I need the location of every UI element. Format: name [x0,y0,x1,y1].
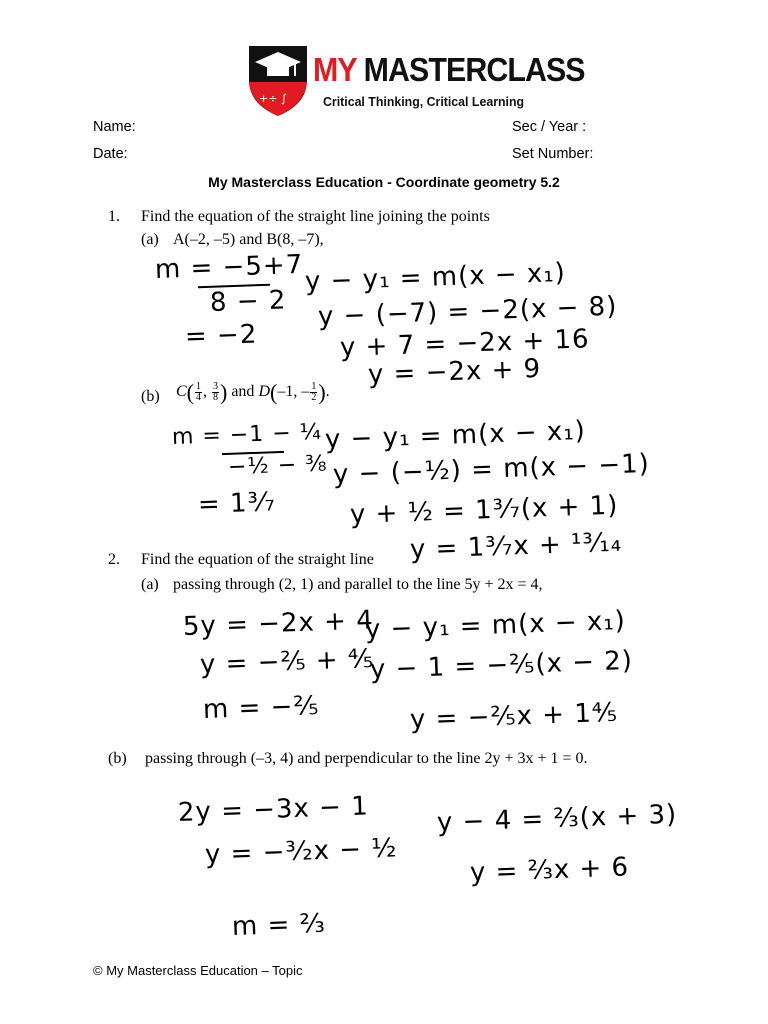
q2a-text: passing through (2, 1) and parallel to the line 5y + 2x = 4, [173,576,543,593]
hw-q2b-l3: m = ⅔ [231,908,327,942]
hw-q1b-eq3: y + ½ = 1³⁄₇(x + 1) [349,490,619,530]
q1b-label: (b) [141,388,160,405]
hw-q2b-l1: 2y = −3x − 1 [177,791,370,828]
q2-number: 2. [108,551,120,568]
shield-logo-icon [245,42,311,118]
name-label: Name: [93,119,136,135]
logo [245,42,585,118]
q1-number: 1. [108,208,120,225]
date-label: Date: [93,146,128,162]
hw-q1b-eq4: y = 1³⁄₇x + ¹³⁄₁₄ [409,527,623,565]
hw-q1a-m-num: m = −5+7 [154,249,304,285]
logo-tagline: Critical Thinking, Critical Learning [323,94,525,109]
hw-q1b-eq1: y − y₁ = m(x − x₁) [324,415,587,455]
q2a-label: (a) [141,576,159,593]
hw-q1b-m-val: = 1³⁄₇ [197,487,277,520]
hw-q1a-m-den: 8 − 2 [209,285,287,318]
hw-q1a-eq1: y − y₁ = m(x − x₁) [304,257,567,297]
hw-q1b-m-den: −½ − ⅜ [227,451,328,480]
hw-q1a-eq4: y = −2x + 9 [367,353,542,390]
q1b-text: C( $\frac{1}{4}$ , $\frac{3}{8}$ ) and D(–1, – $\frac{1}{2}$ ). [176,379,330,405]
hw-q1a-eq3: y + 7 = −2x + 16 [339,324,591,363]
q1a-text: A(–2, –5) and B(8, –7), [173,231,324,248]
q2-prompt: Find the equation of the straight line [141,551,374,568]
hw-q1b-eq2: y − (−½) = m(x − −1) [332,448,651,490]
hw-q2a-l3: m = −⅖ [202,690,321,725]
set-number-label: Set Number: [512,146,594,162]
q2b-text: passing through (–3, 4) and perpendicular to the line 2y + 3x + 1 = 0. [145,750,588,767]
hw-q2b-l2: y = −³⁄₂x − ½ [204,833,398,870]
worksheet-title: My Masterclass Education - Coordinate geometry 5.2 [208,174,560,190]
hw-q2a-l2: y = −⅖ + ⅘ [199,643,375,680]
hw-q2a-r3: y = −⅖x + 1⅘ [409,697,619,735]
hw-q2b-r1: y − 4 = ⅔(x + 3) [436,799,678,838]
svg-text:∫: ∫ [281,92,287,105]
hw-q2b-r2: y = ⅔x + 6 [469,852,630,888]
hw-q2a-r1: y − y₁ = m(x − x₁) [364,605,627,645]
sec-year-label: Sec / Year : [512,119,587,135]
footer-copyright: © My Masterclass Education – Topic [93,963,303,978]
hw-q1a-m-val: = −2 [184,319,258,352]
svg-text:+÷: +÷ [259,92,278,105]
hw-q2a-r2: y − 1 = −⅖(x − 2) [369,645,634,685]
hw-q2a-l1: 5y = −2x + 4 [182,605,375,642]
q1-prompt: Find the equation of the straight line joining the points [141,208,490,225]
hw-q1a-eq2: y − (−7) = −2(x − 8) [317,291,618,332]
q1a-label: (a) [141,231,159,248]
q2b-label: (b) [108,750,127,767]
hw-q1b-m-num: m = −1 − ¼ [171,419,323,450]
logo-brand: MY MASTERCLASS [313,51,585,88]
